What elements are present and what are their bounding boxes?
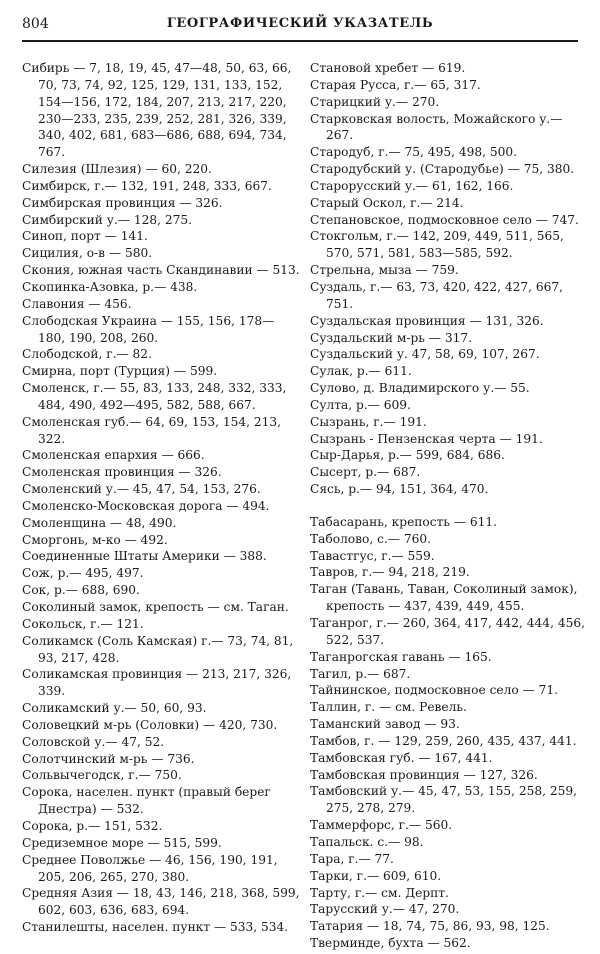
index-entry: Смоленщина — 48, 490. xyxy=(22,515,177,530)
index-entry: Соликамская провинция — 213, 217, 326, 339. xyxy=(22,667,292,699)
index-entry: Суздальский у. 47, 58, 69, 107, 267. xyxy=(310,347,540,362)
index-entry: Слободская Украина — 155, 156, 178— 180, 190, 208, 260. xyxy=(22,313,275,345)
page-number: 804 xyxy=(22,16,49,32)
index-entry: Таганрог, г.— 260, 364, 417, 442, 444, 456, 522, 537. xyxy=(310,616,585,647)
index-entry: Сысерт, р.— 687. xyxy=(310,465,421,480)
index-entry: Соловецкий м-рь (Соловки) — 420, 730. xyxy=(22,717,278,732)
index-entry: Тагил, р.— 687. xyxy=(310,666,411,681)
index-entry: Тамбовская губ. — 167, 441. xyxy=(310,750,493,765)
index-entry: Славония — 456. xyxy=(22,296,132,311)
index-entry: Среднее Поволжье — 46, 156, 190, 191, 205, 206, 265, 270, 380. xyxy=(22,852,278,884)
left-column xyxy=(22,60,300,936)
index-entry: Старорусский у.— 61, 162, 166. xyxy=(310,178,514,193)
index-entry: Тамбов, г. — 129, 259, 260, 435, 437, 441. xyxy=(310,733,577,748)
index-entry: Тарту, г.— см. Дерпт. xyxy=(310,885,449,900)
index-entry: Таммерфорс, г.— 560. xyxy=(310,818,453,833)
index-entry: Сулак, р.— 611. xyxy=(310,364,412,379)
index-entry: Тайнинское, подмосковное село — 71. xyxy=(310,683,559,698)
index-entry: Табасарань, крепость — 611. xyxy=(310,514,498,529)
index-entry: Сорока, р.— 151, 532. xyxy=(22,818,163,833)
index-entry: Таганрогская гавань — 165. xyxy=(310,649,492,664)
page-header xyxy=(22,14,578,36)
index-entry: Скония, южная часть Скандинавии — 513. xyxy=(22,263,300,278)
index-entry: Синоп, порт — 141. xyxy=(22,229,148,244)
index-entry: Смоленск, г.— 55, 83, 133, 248, 332, 333, 484, 490, 492—495, 582, 588, 667. xyxy=(22,381,287,412)
index-entry: Симбирский у.— 128, 275. xyxy=(22,212,193,227)
index-entry: Средняя Азия — 18, 43, 146, 218, 368, 599, 602, 603, 636, 683, 694. xyxy=(22,886,300,918)
index-entry: Сызрань - Пензенская черта — 191. xyxy=(310,431,543,446)
index-entry: Сож, р.— 495, 497. xyxy=(22,566,144,581)
index-entry: Татария — 18, 74, 75, 86, 93, 98, 125. xyxy=(310,919,550,934)
index-entry: Старый Оскол, г.— 214. xyxy=(310,195,464,210)
index-entry: Тапальск. с.— 98. xyxy=(310,834,424,849)
index-entry: Тавров, г.— 94, 218, 219. xyxy=(310,565,470,580)
index-entry: Соликамск (Соль Камская) г.— 73, 74, 81, 93, 217, 428. xyxy=(22,633,294,665)
index-entry: Соединенные Штаты Америки — 388. xyxy=(22,549,267,564)
header-rule xyxy=(22,40,578,42)
index-entry: Суздаль, г.— 63, 73, 420, 422, 427, 667, 751. xyxy=(310,279,564,311)
index-entry: Смоленская губ.— 64, 69, 153, 154, 213, 322. xyxy=(22,414,281,446)
index-entry: Тавастгус, г.— 559. xyxy=(310,548,435,563)
index-entry: Сибирь — 7, 18, 19, 45, 47—48, 50, 63, 66, 70, 73, 74, 92, 125, 129, 131, 133, 152, 154—156, 172, 184, 207, 213, 217, 220, 230—233, 235, 239, 252, 281, 326, 339, 340, 402, 681, 683—686, 688, 694, 734, 767. xyxy=(22,61,292,160)
index-entry: Таган (Тавань, Таван, Соколиный замок), крепость — 437, 439, 449, 455. xyxy=(310,582,578,614)
index-entry: Смоленский у.— 45, 47, 54, 153, 276. xyxy=(22,482,261,497)
index-entry: Становой хребет — 619. xyxy=(310,61,466,75)
index-entry: Тара, г.— 77. xyxy=(310,851,394,866)
index-entry: Солотчинский м-рь — 736. xyxy=(22,751,195,766)
index-entry: Таллин, г. — см. Ревель. xyxy=(310,700,467,715)
index-entry: Сорока, населен. пункт (правый берег Днестра) — 532. xyxy=(22,785,271,817)
index-entry: Сокольск, г.— 121. xyxy=(22,616,144,631)
index-entry: Сок, р.— 688, 690. xyxy=(22,583,140,598)
index-entry: Сясь, р.— 94, 151, 364, 470. xyxy=(310,482,489,497)
index-entry: Средиземное море — 515, 599. xyxy=(22,835,222,850)
index-entry: Стародубский у. (Стародубье) — 75, 380. xyxy=(310,162,575,177)
index-entry: Стрельна, мыза — 759. xyxy=(310,263,459,278)
index-entry: Султа, р.— 609. xyxy=(310,397,411,412)
index-entry: Силезия (Шлезия) — 60, 220. xyxy=(22,162,212,177)
index-entry: Старковская волость, Можайского у.— 267. xyxy=(310,111,563,143)
right-column xyxy=(310,60,588,952)
index-entry: Старая Русса, г.— 65, 317. xyxy=(310,77,481,92)
index-entry: Тверминде, бухта — 562. xyxy=(310,936,471,951)
index-entry: Таболово, с.— 760. xyxy=(310,531,431,546)
index-entry: Смоленско-Московская дорога — 494. xyxy=(22,498,270,513)
index-entry: Сольвычегодск, г.— 750. xyxy=(22,768,182,783)
index-entry: Тамбовский у.— 45, 47, 53, 155, 258, 259, 275, 278, 279. xyxy=(310,784,578,816)
index-entry: Тарусский у.— 47, 270. xyxy=(310,902,460,917)
index-entry: Смирна, порт (Турция) — 599. xyxy=(22,364,218,379)
index-entry: Станилешты, населен. пункт — 533, 534. xyxy=(22,920,289,935)
index-entry: Соликамский у.— 50, 60, 93. xyxy=(22,701,207,716)
index-entry: Стокгольм, г.— 142, 209, 449, 511, 565, 570, 571, 581, 583—585, 592. xyxy=(310,229,564,261)
index-entry: Суздальская провинция — 131, 326. xyxy=(310,313,544,328)
index-entry: Тарки, г.— 609, 610. xyxy=(310,868,442,883)
index-entry: Сызрань, г.— 191. xyxy=(310,414,427,429)
index-entry: Сморгонь, м-ко — 492. xyxy=(22,532,168,547)
index-entry: Стародуб, г.— 75, 495, 498, 500. xyxy=(310,145,517,160)
index-entry: Сулово, д. Владимирского у.— 55. xyxy=(310,381,530,396)
index-entry: Симбирская провинция — 326. xyxy=(22,195,223,210)
index-entry: Слободской, г.— 82. xyxy=(22,347,152,362)
page-title: ГЕОГРАФИЧЕСКИЙ УКАЗАТЕЛЬ xyxy=(166,16,434,31)
index-entry: Таманский завод — 93. xyxy=(310,717,460,732)
index-entry: Сыр-Дарья, р.— 599, 684, 686. xyxy=(310,448,505,463)
index-entry: Степановское, подмосковное село — 747. xyxy=(310,212,579,227)
index-entry: Суздальский м-рь — 317. xyxy=(310,330,472,345)
index-entry: Старицкий у.— 270. xyxy=(310,94,440,109)
index-entry: Соколиный замок, крепость — см. Таган. xyxy=(22,600,289,614)
index-entry: Сицилия, о-в — 580. xyxy=(22,246,153,261)
index-entry: Смоленская провинция — 326. xyxy=(22,465,222,480)
index-entry: Соловской у.— 47, 52. xyxy=(22,734,165,749)
index-entry: Смоленская епархия — 666. xyxy=(22,448,205,463)
index-entry: Тамбовская провинция — 127, 326. xyxy=(310,767,538,782)
index-entry: Симбирск, г.— 132, 191, 248, 333, 667. xyxy=(22,178,272,193)
index-entry: Скопинка-Азовка, р.— 438. xyxy=(22,279,198,294)
